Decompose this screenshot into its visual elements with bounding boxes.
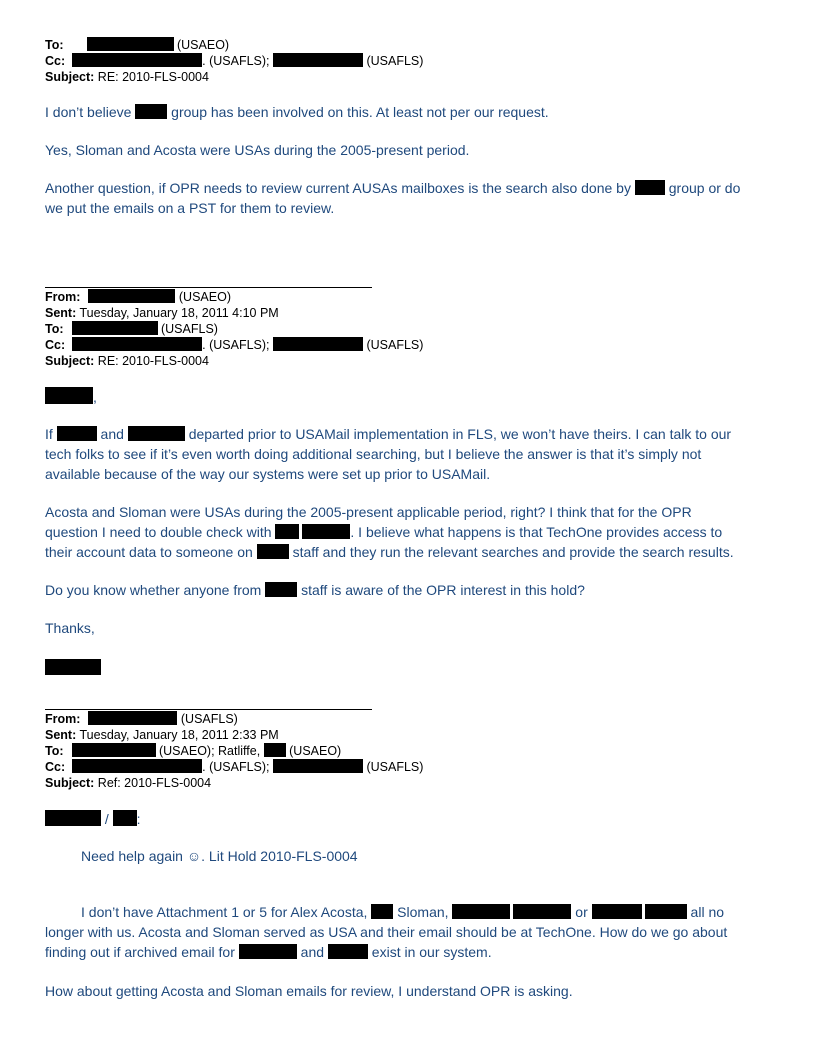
email3-paragraph-2-line-3: finding out if archived email for and exist in our system. [45, 944, 492, 960]
email3-subject-line: Subject: Ref: 2010-FLS-0004 [45, 776, 212, 790]
redaction-block [57, 426, 97, 441]
redaction-block [273, 53, 363, 67]
email3-cc-line: Cc: . (USAFLS); (USAFLS) [45, 760, 424, 774]
email2-paragraph-2-line-3: their account data to someone on staff and they run the relevant searches and provide the search results. [45, 544, 734, 560]
redaction-block [328, 944, 368, 959]
redaction-block [273, 337, 363, 351]
redaction-block [72, 321, 158, 335]
email2-cc-line: Cc: . (USAFLS); (USAFLS) [45, 338, 424, 352]
redaction-block [273, 759, 363, 773]
email1-to-line: To: (USAEO) [45, 38, 230, 52]
email1-paragraph-2: Yes, Sloman and Acosta were USAs during the 2005-present period. [45, 142, 470, 158]
redaction-block [88, 711, 177, 725]
email2-paragraph-2-line-2: question I need to double check with . I believe what happens is that TechOne provides access to [45, 524, 723, 540]
message-separator [45, 709, 372, 710]
redaction-block [264, 743, 286, 757]
redaction-block [371, 904, 393, 919]
redaction-block [72, 759, 202, 773]
redaction-block [88, 289, 175, 303]
redaction-block [45, 387, 93, 404]
email2-subject-line: Subject: RE: 2010-FLS-0004 [45, 354, 209, 368]
redaction-block [72, 337, 202, 351]
redaction-block [265, 582, 297, 597]
email2-paragraph-3: Do you know whether anyone from staff is aware of the OPR interest in this hold? [45, 582, 585, 598]
email3-paragraph-2-line-1: I don’t have Attachment 1 or 5 for Alex Acosta, Sloman, or all no [81, 904, 725, 920]
email2-paragraph-2-line-1: Acosta and Sloman were USAs during the 2005-present applicable period, right? I think that for the OPR [45, 504, 692, 520]
redaction-block [592, 904, 642, 919]
redaction-block [72, 743, 156, 757]
email2-from-line: From: (USAEO) [45, 290, 231, 304]
email2-sent-line: Sent: Tuesday, January 18, 2011 4:10 PM [45, 306, 279, 320]
email3-paragraph-1: Need help again ☺. Lit Hold 2010-FLS-0004 [81, 848, 358, 864]
email3-sent-line: Sent: Tuesday, January 18, 2011 2:33 PM [45, 728, 279, 742]
email2-greeting: , [45, 387, 97, 407]
email2-paragraph-1-line-2: tech folks to see if it’s even worth doing additional searching, but I believe the answer is that it’s simply not [45, 446, 702, 462]
redaction-block [513, 904, 571, 919]
redaction-block [113, 810, 137, 826]
email1-paragraph-3-line-1: Another question, if OPR needs to review current AUSAs mailboxes is the search also done by group or do [45, 180, 741, 196]
email2-paragraph-1-line-3: available because of the way our systems were set up prior to USAMail. [45, 466, 491, 482]
email3-paragraph-3: How about getting Acosta and Sloman emails for review, I understand OPR is asking. [45, 983, 573, 999]
email1-paragraph-3-line-2: we put the emails on a PST for them to review. [45, 200, 335, 216]
email1-subject-line: Subject: RE: 2010-FLS-0004 [45, 70, 209, 84]
email3-to-line: To: (USAEO); Ratliffe, (USAEO) [45, 744, 342, 758]
redaction-block [257, 544, 289, 559]
email2-to-line: To: (USAFLS) [45, 322, 218, 336]
redaction-block [645, 904, 687, 919]
message-separator [45, 287, 372, 288]
redaction-block [275, 524, 299, 539]
redaction-block [452, 904, 510, 919]
redaction-block [128, 426, 185, 441]
email2-paragraph-1-line-1: If and departed prior to USAMail implementation in FLS, we won’t have theirs. I can talk to our [45, 426, 732, 442]
redaction-block [635, 180, 665, 195]
redaction-block [72, 53, 202, 67]
redacted-signature [45, 659, 101, 675]
redaction-block [135, 104, 167, 119]
email1-paragraph-1: I don’t believe group has been involved on this. At least not per our request. [45, 104, 549, 120]
redaction-block [239, 944, 297, 959]
email3-from-line: From: (USAFLS) [45, 712, 238, 726]
email1-cc-line: Cc: . (USAFLS); (USAFLS) [45, 54, 424, 68]
email3-paragraph-2-line-2: longer with us. Acosta and Sloman served as USA and their email should be at TechOne. How do we go about [45, 924, 728, 940]
email2-thanks: Thanks, [45, 620, 95, 636]
redaction-block [302, 524, 350, 539]
redaction-block [87, 37, 174, 51]
redaction-block [45, 810, 101, 826]
email3-greeting: / : [45, 809, 141, 829]
